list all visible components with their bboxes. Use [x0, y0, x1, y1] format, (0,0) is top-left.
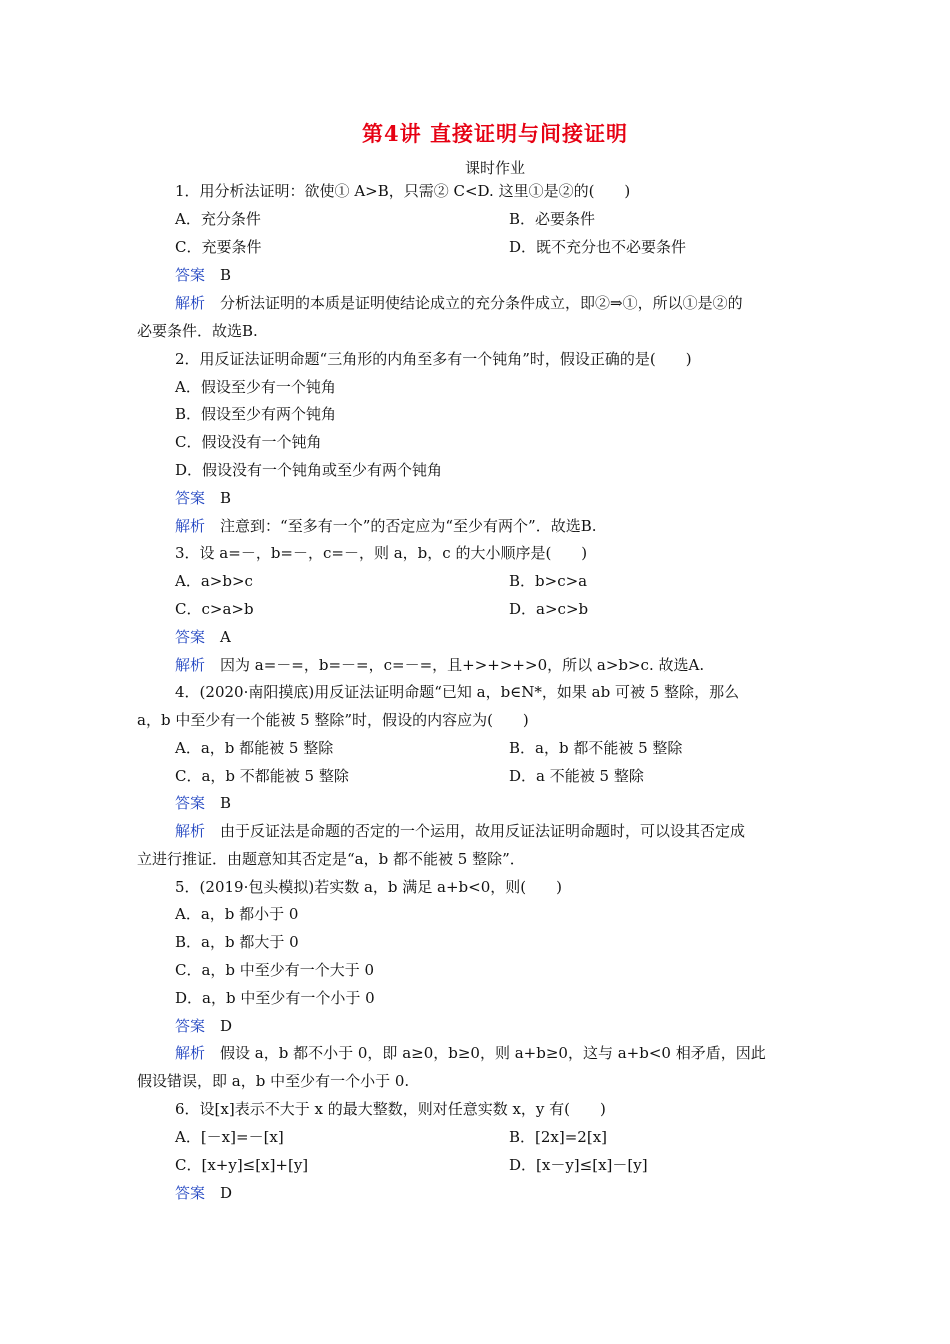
q4-option-a: A．a，b 都能被 5 整除: [175, 739, 334, 757]
page-subtitle: 课时作业: [464, 159, 525, 177]
q2-option-b: B．假设至少有两个钝角: [175, 405, 337, 423]
q3-option-b: B．b>c>a: [509, 572, 588, 590]
q4-option-b: B．a，b 都不能被 5 整除: [509, 739, 683, 757]
answer-value: D: [220, 1184, 233, 1202]
q2-answer: [175, 488, 231, 508]
q3-explanation: [175, 655, 704, 675]
q2-stem: 2．用反证法证明命题“三角形的内角至多有一个钝角”时，假设正确的是( ): [175, 350, 692, 368]
q1-option-b: B．必要条件: [509, 210, 596, 228]
q6-option-b: B．[2x]=2[x]: [509, 1128, 608, 1146]
q3-stem: 3．设 a=－，b=－，c=－，则 a，b，c 的大小顺序是( ): [175, 544, 588, 562]
explanation-label: 解析: [175, 294, 206, 312]
q4-explanation-cont: 立进行推证．由题意知其否定是“a，b 都不能被 5 整除”．: [137, 850, 525, 868]
q2-explanation: [175, 516, 597, 536]
q1-option-a: A．充分条件: [175, 210, 261, 228]
explanation-label: 解析: [175, 822, 206, 840]
explanation-label: 解析: [175, 656, 206, 674]
answer-value: B: [220, 489, 232, 507]
q2-option-c: C．假设没有一个钝角: [175, 433, 322, 451]
q5-answer: [175, 1016, 232, 1036]
answer-value: B: [220, 266, 232, 284]
answer-label: 答案: [175, 1017, 206, 1035]
answer-value: A: [220, 628, 231, 646]
q6-answer: [175, 1183, 232, 1203]
q3-answer: [175, 627, 231, 647]
answer-value: B: [220, 794, 232, 812]
explanation-text: 分析法证明的本质是证明使结论成立的充分条件成立，即②⇒①，所以①是②的: [220, 294, 743, 312]
explanation-label: 解析: [175, 517, 206, 535]
explanation-text: 注意到：“至多有一个”的否定应为“至少有两个”．故选B.: [220, 517, 597, 535]
q1-explanation: [175, 293, 743, 313]
q4-option-d: D．a 不能被 5 整除: [509, 767, 644, 785]
q2-option-a: A．假设至少有一个钝角: [175, 378, 336, 396]
q4-stem: 4．(2020·南阳摸底)用反证法证明命题“已知 a，b∈N*，如果 ab 可被 5 整除，那么: [175, 683, 740, 701]
q4-answer: [175, 793, 231, 813]
explanation-text: 由于反证法是命题的否定的一个运用，故用反证法证明命题时，可以设其否定成: [220, 822, 746, 840]
explanation-text: 假设 a，b 都不小于 0，即 a≥0，b≥0，则 a+b≥0，这与 a+b<0 相矛盾，因此: [220, 1044, 766, 1062]
q1-stem: 1．用分析法证明：欲使① A>B，只需② C<D. 这里①是②的( ): [175, 182, 631, 200]
q5-explanation: [175, 1043, 766, 1063]
q3-option-c: C．c>a>b: [175, 600, 254, 618]
q1-answer: [175, 265, 231, 285]
answer-value: D: [220, 1017, 233, 1035]
explanation-text: 因为 a=－=，b=－=，c=－=，且+>+>+>0，所以 a>b>c. 故选A.: [220, 656, 705, 674]
q6-option-a: A．[－x]=－[x]: [175, 1128, 284, 1146]
q2-option-d: D．假设没有一个钝角或至少有两个钝角: [175, 461, 443, 479]
explanation-label: 解析: [175, 1044, 206, 1062]
q6-option-c: C．[x+y]≤[x]+[y]: [175, 1156, 309, 1174]
q5-explanation-cont: 假设错误，即 a，b 中至少有一个小于 0.: [137, 1072, 410, 1090]
q3-option-a: A．a>b>c: [175, 572, 253, 590]
answer-label: 答案: [175, 266, 206, 284]
q5-option-c: C．a，b 中至少有一个大于 0: [175, 961, 375, 979]
q5-option-b: B．a，b 都大于 0: [175, 933, 299, 951]
q5-option-d: D．a，b 中至少有一个小于 0: [175, 989, 375, 1007]
q1-option-c: C．充要条件: [175, 238, 262, 256]
q4-option-c: C．a，b 不都能被 5 整除: [175, 767, 349, 785]
q6-stem: 6．设[x]表示不大于 x 的最大整数，则对任意实数 x，y 有( ): [175, 1100, 606, 1118]
q1-explanation-cont: 必要条件．故选B.: [137, 322, 258, 340]
q4-stem-cont: a，b 中至少有一个能被 5 整除”时，假设的内容应为( ): [137, 711, 529, 729]
answer-label: 答案: [175, 794, 206, 812]
q1-option-d: D．既不充分也不必要条件: [509, 238, 687, 256]
page-title: 第4讲 直接证明与间接证明: [362, 121, 628, 146]
q6-option-d: D．[x－y]≤[x]－[y]: [509, 1156, 648, 1174]
q5-option-a: A．a，b 都小于 0: [175, 905, 299, 923]
q3-option-d: D．a>c>b: [509, 600, 589, 618]
q5-stem: 5．(2019·包头模拟)若实数 a，b 满足 a+b<0，则( ): [175, 878, 562, 896]
answer-label: 答案: [175, 489, 206, 507]
answer-label: 答案: [175, 628, 206, 646]
q4-explanation: [175, 821, 745, 841]
answer-label: 答案: [175, 1184, 206, 1202]
